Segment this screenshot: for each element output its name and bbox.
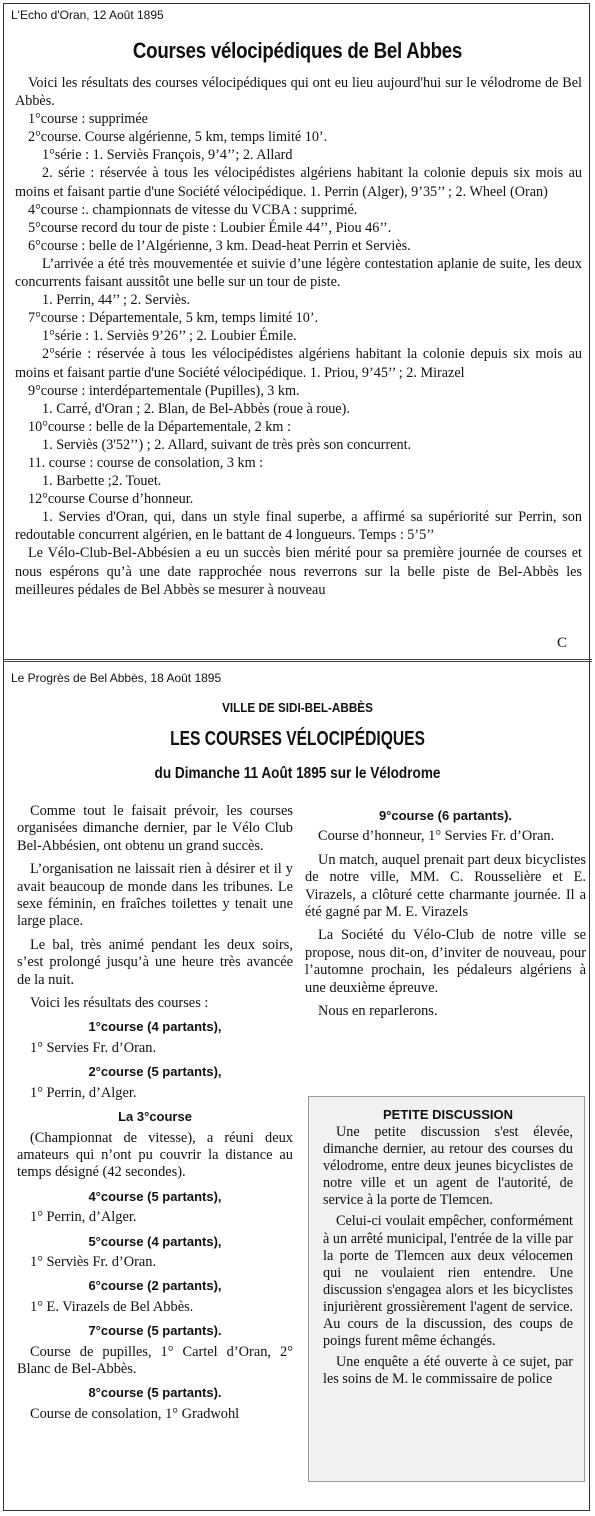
article1-line: 1. Carré, d'Oran ; 2. Blan, de Bel-Abbès (roue à roue). <box>42 400 350 417</box>
article1-line: 2°course. Course algérienne, 5 km, temps limité 10’. <box>28 129 328 146</box>
article2-title: LES COURSES VÉLOCIPÉDIQUES <box>170 728 425 750</box>
article1-line: 1. Serviès (3'52’’) ; 2. Allard, suivant de très près son concurrent. <box>42 436 412 453</box>
article1-line: 2. série : réservée à tous les vélocipédistes algériens habitant la colonie depuis six mois au moins et faisant partie d'une Société vélocipédique. 1. Perrin (Alger), 9’35’’ ; 2. Wheel (Oran) <box>15 165 582 200</box>
article1-line: L’arrivée a été très mouvementée et suivie d’une légère contestation aplanie de suite, les deux concurrents faisant aussitôt une belle sur un tour de piste. <box>15 255 582 291</box>
article1-line: 9°course : interdépartementale (Pupilles), 3 km. <box>28 382 300 399</box>
column-paragraph: 1° Perrin, d’Alger. <box>30 1209 137 1226</box>
section-divider <box>3 659 592 662</box>
article1-line: 7°course : Départementale, 5 km, temps limité 10’. <box>28 310 319 327</box>
column-paragraph: Le bal, très animé pendant les deux soirs, s’est prolongé jusqu’à une heure très avancée de la nuit. <box>17 936 293 988</box>
article1-line: 1°série : 1. Serviès 9’26’’ ; 2. Loubier Émile. <box>42 328 297 345</box>
course-heading: 1°course (4 partants), <box>88 1019 222 1035</box>
course-heading: 4°course (5 partants), <box>88 1188 222 1204</box>
column-paragraph: Course d’honneur, 1° Servies Fr. d’Oran. <box>318 828 555 845</box>
article2-subtitle: du Dimanche 11 Août 1895 sur le Vélodrome <box>154 765 441 782</box>
box-paragraph: Une enquête a été ouverte à ce sujet, par les soins de M. le commissaire de police <box>323 1354 573 1388</box>
article1-line: Le Vélo-Club-Bel-Abbésien a eu un succès bien mérité pour sa première journée de courses et nous espérons qu’à une date rapprochée nous reverrons sur la belle piste de Bel-Abbès les meilleures pédales de Bel Abbès se mesurer à nouveau <box>15 545 582 598</box>
column-paragraph: La Société du Vélo-Club de notre ville se propose, nous dit-on, d’inviter de nouveau, pour l’automne prochain, les pédaleurs algériens à une deuxième épreuve. <box>305 927 586 996</box>
column-paragraph: 1° Perrin, d’Alger. <box>30 1084 137 1101</box>
article1-line: 4°course :. championnats de vitesse du VCBA : supprimé. <box>28 201 358 218</box>
article1-line: 1°course : supprimée <box>28 111 148 128</box>
article1-line: 5°course record du tour de piste : Loubier Émile 44’’, Piou 46’’. <box>28 219 392 236</box>
article1-line: 1. Servies d'Oran, qui, dans un style final superbe, a affirmé sa supériorité sur Perrin, son redoutable concurrent algérien, en le battant de 4 longueurs. Temps : 5’5’’ <box>15 509 582 544</box>
article2-source: Le Progrès de Bel Abbès, 18 Août 1895 <box>11 671 222 685</box>
course-heading: 5°course (4 partants), <box>88 1233 222 1249</box>
article1-title: Courses vélocipédiques de Bel Abbes <box>132 38 463 63</box>
column-paragraph: (Championnat de vitesse), a réuni deux amateurs qui n’ont pu couvrir la distance au temps désigné (42 secondes). <box>17 1129 293 1181</box>
article2-right-column <box>305 803 586 1026</box>
article1-line: 1. Perrin, 44’’ ; 2. Serviès. <box>42 292 191 309</box>
article1-signature: C <box>556 635 567 651</box>
article1-line: 2°série : réservée à tous les vélocipédistes algériens habitant la colonie depuis six mois au moins et faisant partie d'une Société vélocipédique. 1. Priou, 9’45’’ ; 2. Mirazel <box>15 346 582 381</box>
course-heading: 6°course (2 partants), <box>88 1278 222 1294</box>
column-paragraph: L’organisation ne laissait rien à désirer et il y avait beaucoup de monde dans les tribunes. Le sexe féminin, en fraîches toilettes y tenait une large place. <box>17 861 293 930</box>
article1-source: L'Echo d'Oran, 12 Août 1895 <box>11 8 164 22</box>
article1-intro: Voici les résultats des courses vélocipédiques qui ont eu lieu aujourd'hui sur le vélodrome de Bel Abbès. <box>15 75 582 110</box>
column-paragraph: Voici les résultats des courses : <box>30 995 209 1012</box>
column-paragraph: 1° Servies Fr. d’Oran. <box>30 1039 157 1056</box>
article1-line: 6°course : belle de l’Algérienne, 3 km. Dead-heat Perrin et Serviès. <box>28 237 411 254</box>
box-title: PETITE DISCUSSION <box>382 1107 514 1122</box>
column-paragraph: Course de consolation, 1° Gradwohl <box>30 1405 240 1422</box>
column-paragraph: 1° E. Virazels de Bel Abbès. <box>30 1298 194 1315</box>
course-heading: 8°course (5 partants). <box>88 1385 222 1401</box>
article1-line: 1. Barbette ;2. Touet. <box>42 473 162 490</box>
course-heading: 2°course (5 partants), <box>88 1064 222 1080</box>
article1-line: 1°série : 1. Serviès François, 9’4’’; 2. Allard <box>42 147 293 164</box>
article1-line: 11. course : course de consolation, 3 km : <box>28 454 264 471</box>
box-paragraph: Celui-ci voulait empêcher, conformément à un arrêté municipal, l'entrée de la ville par la porte de Tlemcen aux deux vélocemen qui ne voulaient rien entendre. Une discussion s'engagea alors et les bicyclistes injurièrent grossièrement l'agent de service. Au cours de la discussion, des coups de poings furent même échangés. <box>323 1213 573 1350</box>
article1-line: 10°course : belle de la Départementale, 2 km : <box>28 418 291 435</box>
article2-kicker: VILLE DE SIDI-BEL-ABBÈS <box>222 700 373 715</box>
column-paragraph: Nous en reparlerons. <box>318 1003 438 1020</box>
petite-discussion-box <box>308 1096 585 1482</box>
column-paragraph: Comme tout le faisait prévoir, les courses organisées dimanche dernier, par le Vélo Club Bel-Abbésien, ont obtenu un grand succès. <box>17 803 293 854</box>
article1-body <box>15 74 582 599</box>
course-heading: 9°course (6 partants). <box>378 808 513 823</box>
article2-left-column <box>17 803 293 1429</box>
column-paragraph: Un match, auquel prenait part deux bicyclistes de notre ville, MM. C. Rousselière et E. Virazels, a clôturé cette charmante journée. Il a été gagné par M. E. Virazels <box>305 851 586 921</box>
column-paragraph: Course de pupilles, 1° Cartel d’Oran, 2° Blanc de Bel-Abbès. <box>17 1343 293 1377</box>
article1-line: 12°course Course d’honneur. <box>28 491 194 508</box>
course-heading: La 3°course <box>118 1109 192 1125</box>
column-paragraph: 1° Serviès Fr. d’Oran. <box>30 1253 157 1270</box>
box-paragraph: Une petite discussion s'est élevée, dimanche dernier, au retour des courses du vélodrome, entre deux jeunes bicyclistes de notre ville et un agent de l'autorité, de service à la porte de Tlemcen. <box>323 1124 573 1209</box>
course-heading: 7°course (5 partants). <box>88 1323 222 1339</box>
